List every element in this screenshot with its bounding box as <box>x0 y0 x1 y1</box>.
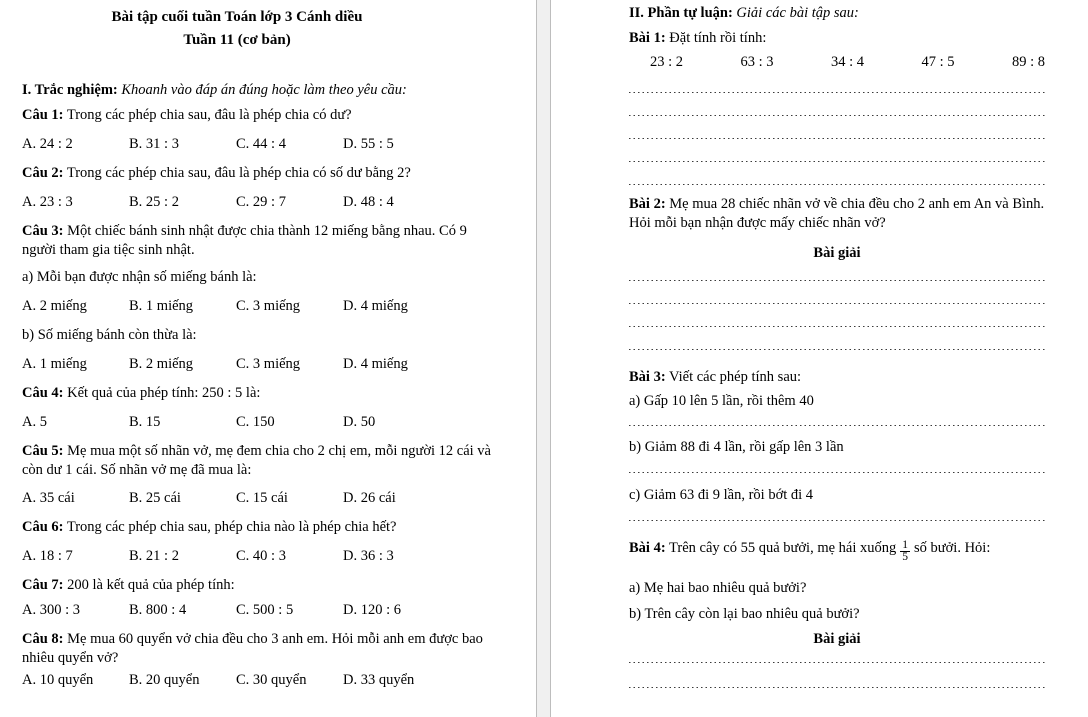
question-7-label: Câu 7: <box>22 577 64 593</box>
answer-line <box>629 327 1045 350</box>
question-3b: b) Số miếng bánh còn thừa là: <box>22 327 197 343</box>
option-a: A. 35 cái <box>22 490 75 506</box>
question-4-options <box>22 414 492 431</box>
problem: 89 : 8 <box>1011 54 1045 70</box>
exercise-3 <box>629 368 1045 387</box>
page-subtitle: Tuần 11 (cơ bản) <box>183 32 291 48</box>
page-title: Bài tập cuối tuần Toán lớp 3 Cánh diều <box>111 9 363 25</box>
answer-line <box>629 304 1045 327</box>
option-c: C. 150 <box>236 414 275 430</box>
problem: 47 : 5 <box>921 54 955 70</box>
option-d: D. 120 : 6 <box>343 602 401 618</box>
question-6-options <box>22 548 492 565</box>
option-d: D. 48 : 4 <box>343 194 394 210</box>
section-heading-2-bold: II. Phần tự luận: <box>629 5 733 21</box>
question-3 <box>22 222 492 260</box>
question-8-options <box>22 672 492 689</box>
exercise-2-label: Bài 2: <box>629 196 666 212</box>
section-heading-2 <box>629 4 1045 23</box>
question-7 <box>22 576 492 595</box>
question-3-label: Câu 3: <box>22 223 64 239</box>
option-a: A. 300 : 3 <box>22 602 80 618</box>
exercise-3-part-c: c) Giảm 63 đi 9 lần, rồi bớt đi 4 <box>629 487 814 503</box>
option-a: A. 1 miếng <box>22 356 87 372</box>
question-2-label: Câu 2: <box>22 165 64 181</box>
option-c: C. 3 miếng <box>236 356 301 372</box>
exercise-2 <box>629 195 1045 233</box>
section-heading-1 <box>22 81 492 100</box>
section-heading-2-instruction: Giải các bài tập sau: <box>736 5 859 21</box>
exercise-1-label: Bài 1: <box>629 30 666 46</box>
option-d: D. 4 miếng <box>343 356 408 372</box>
answer-line <box>629 162 1045 185</box>
fraction-one-fifth <box>900 540 910 563</box>
question-1 <box>22 106 492 125</box>
exercise-2-text: Mẹ mua 28 chiếc nhãn vở về chia đều cho 2 anh em An và Bình. Hỏi mỗi bạn nhận được mấy chiếc nhãn vở? <box>629 196 1045 231</box>
option-b: B. 20 quyển <box>129 672 200 688</box>
question-8 <box>22 630 492 668</box>
question-3-text: Một chiếc bánh sinh nhật được chia thành 12 miếng bằng nhau. Có 9 người tham gia tiệc sinh nhật. <box>22 223 467 258</box>
option-b: B. 2 miếng <box>129 356 194 372</box>
option-a: A. 2 miếng <box>22 298 87 314</box>
option-d: D. 36 : 3 <box>343 548 394 564</box>
option-c: C. 3 miếng <box>236 298 301 314</box>
question-1-options <box>22 136 492 153</box>
question-4-text: Kết quả của phép tính: 250 : 5 là: <box>67 385 261 401</box>
fraction-numerator: 1 <box>902 539 908 551</box>
exercise-3-part-a: a) Gấp 10 lên 5 lần, rồi thêm 40 <box>629 393 814 409</box>
option-c: C. 40 : 3 <box>236 548 286 564</box>
option-c: C. 500 : 5 <box>236 602 294 618</box>
answer-line <box>629 281 1045 304</box>
question-3a-options <box>22 298 492 315</box>
option-a: A. 10 quyển <box>22 672 94 688</box>
option-b: B. 25 : 2 <box>129 194 179 210</box>
option-a: A. 5 <box>22 414 47 430</box>
exercise-4-label: Bài 4: <box>629 540 666 556</box>
question-5 <box>22 442 492 480</box>
solution-heading: Bài giải <box>813 631 861 647</box>
option-a: A. 23 : 3 <box>22 194 73 210</box>
question-3b-options <box>22 356 492 373</box>
question-1-label: Câu 1: <box>22 107 64 123</box>
answer-line <box>629 505 1045 521</box>
exercise-4-part-b: b) Trên cây còn lại bao nhiêu quả bưởi? <box>629 606 860 622</box>
answer-line <box>629 116 1045 139</box>
exercise-4-part-a: a) Mẹ hai bao nhiêu quả bưởi? <box>629 580 807 596</box>
answer-line <box>629 457 1045 473</box>
question-8-label: Câu 8: <box>22 631 64 647</box>
option-b: B. 31 : 3 <box>129 136 179 152</box>
problem: 63 : 3 <box>740 54 774 70</box>
option-a: A. 24 : 2 <box>22 136 73 152</box>
option-b: B. 800 : 4 <box>129 602 187 618</box>
option-c: C. 44 : 4 <box>236 136 286 152</box>
page-gutter <box>536 0 551 717</box>
question-6-text: Trong các phép chia sau, phép chia nào là phép chia hết? <box>66 519 397 535</box>
option-a: A. 18 : 7 <box>22 548 73 564</box>
answer-line <box>629 93 1045 116</box>
exercise-3-text: Viết các phép tính sau: <box>669 369 802 385</box>
option-b: B. 25 cái <box>129 490 181 506</box>
question-1-text: Trong các phép chia sau, đâu là phép chia có dư? <box>66 107 352 123</box>
solution-heading: Bài giải <box>813 245 861 261</box>
option-c: C. 30 quyển <box>236 672 307 688</box>
exercise-1-text: Đặt tính rồi tính: <box>669 30 767 46</box>
exercise-1-problems <box>650 54 1045 71</box>
question-2-options <box>22 194 492 211</box>
option-b: B. 21 : 2 <box>129 548 179 564</box>
answer-line <box>629 71 1045 93</box>
problem: 23 : 2 <box>650 54 684 70</box>
exercise-3-part-b: b) Giảm 88 đi 4 lần, rồi gấp lên 3 lần <box>629 439 844 455</box>
question-5-options <box>22 490 492 507</box>
worksheet-page-right <box>551 0 1088 717</box>
option-d: D. 26 cái <box>343 490 396 506</box>
option-b: B. 15 <box>129 414 161 430</box>
question-7-options <box>22 602 492 619</box>
answer-line <box>629 263 1045 281</box>
question-2-text: Trong các phép chia sau, đâu là phép chia có số dư bằng 2? <box>66 165 411 181</box>
question-7-text: 200 là kết quả của phép tính: <box>67 577 235 593</box>
option-d: D. 55 : 5 <box>343 136 394 152</box>
exercise-1 <box>629 29 1045 48</box>
answer-line <box>629 649 1045 663</box>
option-d: D. 50 <box>343 414 376 430</box>
question-4-label: Câu 4: <box>22 385 64 401</box>
fraction-denominator: 5 <box>902 551 908 563</box>
exercise-4-text-before: Trên cây có 55 quả bưởi, mẹ hái xuống <box>669 540 897 556</box>
answer-line <box>629 411 1045 426</box>
exercise-3-label: Bài 3: <box>629 369 666 385</box>
option-d: D. 33 quyển <box>343 672 415 688</box>
option-b: B. 1 miếng <box>129 298 194 314</box>
question-3a: a) Mỗi bạn được nhận số miếng bánh là: <box>22 269 257 285</box>
question-4 <box>22 384 492 403</box>
question-8-text: Mẹ mua 60 quyển vở chia đều cho 3 anh em. Hỏi mỗi anh em được bao nhiêu quyển vở? <box>22 631 483 666</box>
worksheet-page-left <box>0 0 536 717</box>
option-d: D. 4 miếng <box>343 298 408 314</box>
problem: 34 : 4 <box>830 54 864 70</box>
question-5-label: Câu 5: <box>22 443 64 459</box>
option-c: C. 15 cái <box>236 490 288 506</box>
option-c: C. 29 : 7 <box>236 194 286 210</box>
question-5-text: Mẹ mua một số nhãn vở, mẹ đem chia cho 2 chị em, mỗi người 12 cái và còn dư 1 cái. Số nhãn vở mẹ đã mua là: <box>22 443 491 478</box>
question-6-label: Câu 6: <box>22 519 64 535</box>
answer-line <box>629 663 1045 688</box>
exercise-4 <box>629 533 1045 563</box>
exercise-4-text-after: số bưởi. Hỏi: <box>914 540 991 556</box>
answer-line <box>629 139 1045 162</box>
question-2 <box>22 164 492 183</box>
section-heading-1-instruction: Khoanh vào đáp án đúng hoặc làm theo yêu cầu: <box>121 82 407 98</box>
section-heading-1-bold: I. Trắc nghiệm: <box>22 82 118 98</box>
question-6 <box>22 518 492 537</box>
